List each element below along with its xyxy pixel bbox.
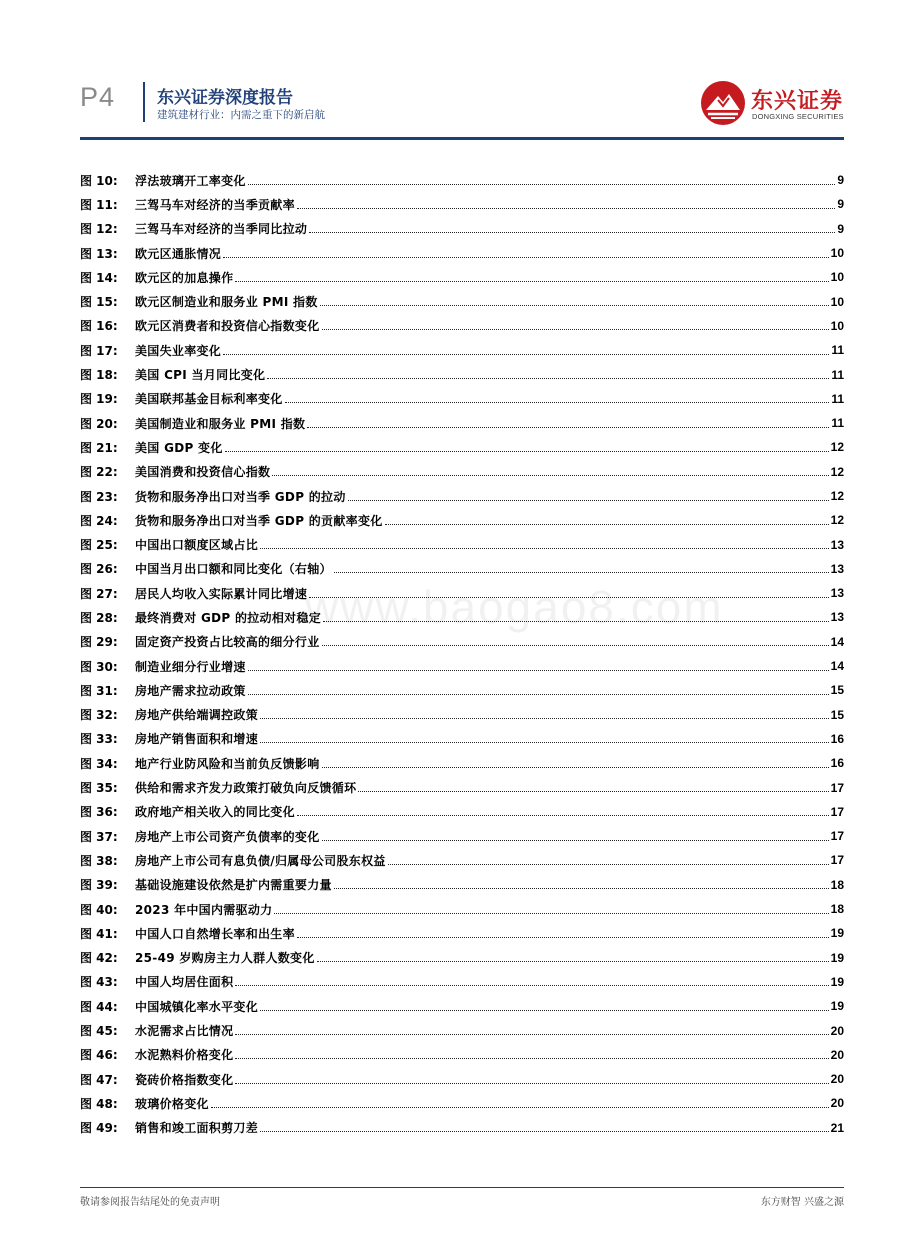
toc-dot-leader <box>225 451 829 452</box>
toc-figure-title[interactable]: 水泥熟料价格变化 <box>135 1048 234 1063</box>
toc-dot-leader <box>272 475 828 476</box>
toc-page-number[interactable]: 12 <box>830 440 844 455</box>
toc-page-number[interactable]: 15 <box>830 707 844 722</box>
toc-page-number[interactable]: 20 <box>830 1023 844 1038</box>
toc-entry[interactable] <box>80 581 844 605</box>
toc-figure-number: 图 18: <box>80 368 118 383</box>
toc-entry[interactable] <box>80 557 844 581</box>
toc-figure-title[interactable]: 25-49 岁购房主力人群人数变化 <box>135 951 315 966</box>
toc-figure-number: 图 36: <box>80 805 118 820</box>
toc-dot-leader <box>322 329 829 330</box>
toc-entry[interactable] <box>80 168 844 192</box>
toc-dot-leader <box>334 572 829 573</box>
toc-page-number[interactable]: 10 <box>830 246 844 261</box>
toc-figure-number: 图 24: <box>80 513 118 528</box>
toc-figure-title[interactable]: 货物和服务净出口对当季 GDP 的拉动 <box>135 489 346 504</box>
toc-dot-leader <box>235 1083 828 1084</box>
toc-figure-number: 图 22: <box>80 465 118 480</box>
toc-dot-leader <box>309 597 828 598</box>
toc-figure-number: 图 14: <box>80 270 118 285</box>
toc-entry[interactable] <box>80 314 844 338</box>
toc-entry[interactable] <box>80 873 844 897</box>
toc-figure-title[interactable]: 供给和需求齐发力政策打破负向反馈循环 <box>135 781 357 796</box>
toc-dot-leader <box>235 985 828 986</box>
toc-page-number[interactable]: 20 <box>830 1047 844 1062</box>
toc-entry[interactable] <box>80 751 844 775</box>
toc-figure-title[interactable]: 中国当月出口额和同比变化（右轴） <box>135 562 332 577</box>
toc-page-number[interactable]: 20 <box>830 1072 844 1087</box>
toc-dot-leader <box>385 524 829 525</box>
toc-entry[interactable] <box>80 970 844 994</box>
toc-page-number[interactable]: 17 <box>830 804 844 819</box>
toc-figure-number: 图 17: <box>80 343 118 358</box>
toc-dot-leader <box>388 864 829 865</box>
toc-figure-number: 图 48: <box>80 1096 118 1111</box>
toc-page-number[interactable]: 11 <box>831 367 844 382</box>
toc-figure-title[interactable]: 欧元区的加息操作 <box>135 270 234 285</box>
toc-entry[interactable] <box>80 727 844 751</box>
toc-figure-title[interactable]: 水泥需求占比情况 <box>135 1024 234 1039</box>
toc-dot-leader <box>235 1034 828 1035</box>
toc-figure-title[interactable]: 房地产上市公司资产负债率的变化 <box>135 829 320 844</box>
footer-rule <box>80 1187 844 1188</box>
toc-page-number[interactable]: 16 <box>830 731 844 746</box>
toc-figure-title[interactable]: 政府地产相关收入的同比变化 <box>135 805 295 820</box>
toc-figure-title[interactable]: 房地产供给端调控政策 <box>135 708 259 723</box>
toc-entry[interactable] <box>80 1018 844 1042</box>
toc-figure-title[interactable]: 固定资产投资占比较高的细分行业 <box>135 635 320 650</box>
header-divider <box>143 82 145 122</box>
toc-figure-title[interactable]: 居民人均收入实际累计同比增速 <box>135 586 308 601</box>
toc-dot-leader <box>309 232 835 233</box>
toc-figure-title[interactable]: 欧元区通胀情况 <box>135 246 222 261</box>
toc-entry[interactable] <box>80 192 844 216</box>
toc-dot-leader <box>348 500 829 501</box>
toc-figure-number: 图 20: <box>80 416 118 431</box>
toc-entry[interactable] <box>80 824 844 848</box>
toc-page-number[interactable]: 16 <box>830 756 844 771</box>
toc-entry[interactable] <box>80 289 844 313</box>
logo-text-cn: 东兴证券 <box>751 89 844 114</box>
toc-entry[interactable] <box>80 946 844 970</box>
toc-entry[interactable] <box>80 775 844 799</box>
toc-entry[interactable] <box>80 994 844 1018</box>
toc-figure-title[interactable]: 制造业细分行业增速 <box>135 659 246 674</box>
toc-entry[interactable] <box>80 362 844 386</box>
toc-figure-title[interactable]: 美国制造业和服务业 PMI 指数 <box>135 416 306 431</box>
toc-figure-title[interactable]: 最终消费对 GDP 的拉动相对稳定 <box>135 610 322 625</box>
toc-figure-number: 图 49: <box>80 1121 118 1136</box>
toc-entry[interactable] <box>80 435 844 459</box>
toc-page-number[interactable]: 14 <box>830 659 844 674</box>
toc-page-number[interactable]: 19 <box>830 974 844 989</box>
toc-entry[interactable] <box>80 241 844 265</box>
toc-page-number[interactable]: 18 <box>830 902 844 917</box>
toc-figure-title[interactable]: 中国城镇化率水平变化 <box>135 999 259 1014</box>
toc-page-number[interactable]: 12 <box>830 464 844 479</box>
toc-figure-number: 图 39: <box>80 878 118 893</box>
toc-dot-leader <box>297 937 829 938</box>
toc-figure-number: 图 34: <box>80 756 118 771</box>
toc-entry[interactable] <box>80 265 844 289</box>
report-title: 东兴证券深度报告 <box>157 88 293 108</box>
toc-dot-leader <box>235 1058 828 1059</box>
toc-figure-title[interactable]: 2023 年中国内需驱动力 <box>135 902 273 917</box>
page-header <box>0 0 920 140</box>
toc-page-number[interactable]: 13 <box>830 561 844 576</box>
toc-page-number[interactable]: 12 <box>830 489 844 503</box>
toc-entry[interactable] <box>80 921 844 945</box>
toc-figure-title[interactable]: 浮法玻璃开工率变化 <box>135 173 246 188</box>
toc-figure-number: 图 15: <box>80 295 118 310</box>
toc-figure-number: 图 44: <box>80 999 118 1014</box>
toc-dot-leader <box>248 694 829 695</box>
toc-dot-leader <box>322 840 829 841</box>
toc-entry[interactable] <box>80 484 844 508</box>
toc-dot-leader <box>260 1010 829 1011</box>
toc-entry[interactable] <box>80 387 844 411</box>
toc-dot-leader <box>260 742 829 743</box>
toc-page-number[interactable]: 15 <box>830 683 844 698</box>
toc-page-number[interactable]: 21 <box>830 1120 844 1135</box>
figure-list <box>80 168 844 1140</box>
toc-page-number[interactable]: 14 <box>830 634 844 649</box>
toc-dot-leader <box>322 645 829 646</box>
toc-figure-number: 图 46: <box>80 1048 118 1063</box>
toc-figure-number: 图 29: <box>80 635 118 650</box>
toc-dot-leader <box>307 427 829 428</box>
toc-page-number[interactable]: 12 <box>830 513 844 528</box>
toc-figure-title[interactable]: 基础设施建设依然是扩内需重要力量 <box>135 878 332 893</box>
toc-page-number[interactable]: 10 <box>830 318 844 333</box>
toc-figure-title[interactable]: 瓷砖价格指数变化 <box>135 1072 234 1087</box>
toc-dot-leader <box>267 378 829 379</box>
toc-figure-title[interactable]: 玻璃价格变化 <box>135 1096 209 1111</box>
company-logo <box>700 80 850 128</box>
toc-dot-leader <box>223 354 829 355</box>
toc-figure-number: 图 43: <box>80 975 118 990</box>
toc-dot-leader <box>274 913 828 914</box>
toc-page-number[interactable]: 19 <box>830 999 844 1014</box>
toc-entry[interactable] <box>80 605 844 629</box>
toc-figure-number: 图 47: <box>80 1072 118 1087</box>
toc-dot-leader <box>260 718 829 719</box>
footer-disclaimer: 敬请参阅报告结尾处的免责声明 <box>80 1197 220 1208</box>
toc-dot-leader <box>235 281 828 282</box>
toc-entry[interactable] <box>80 217 844 241</box>
toc-figure-number: 图 16: <box>80 319 118 334</box>
toc-figure-title[interactable]: 欧元区制造业和服务业 PMI 指数 <box>135 295 318 310</box>
toc-entry[interactable] <box>80 460 844 484</box>
toc-figure-title[interactable]: 销售和竣工面积剪刀差 <box>135 1121 259 1136</box>
toc-figure-number: 图 35: <box>80 781 118 796</box>
toc-entry[interactable] <box>80 630 844 654</box>
toc-page-number[interactable]: 13 <box>830 586 844 601</box>
toc-page-number[interactable]: 9 <box>837 221 844 236</box>
toc-entry[interactable] <box>80 654 844 678</box>
toc-entry[interactable] <box>80 338 844 362</box>
toc-figure-number: 图 23: <box>80 489 118 504</box>
toc-figure-number: 图 32: <box>80 708 118 723</box>
toc-page-number[interactable]: 11 <box>831 416 844 431</box>
toc-dot-leader <box>317 961 829 962</box>
toc-entry[interactable] <box>80 532 844 556</box>
toc-figure-title[interactable]: 中国人口自然增长率和出生率 <box>135 926 295 941</box>
toc-dot-leader <box>248 184 836 185</box>
toc-figure-number: 图 42: <box>80 951 118 966</box>
toc-figure-title[interactable]: 中国人均居住面积 <box>135 975 234 990</box>
header-rule <box>80 137 844 140</box>
toc-entry[interactable] <box>80 1091 844 1115</box>
toc-figure-number: 图 28: <box>80 610 118 625</box>
toc-page-number[interactable]: 13 <box>830 610 844 625</box>
toc-page-number[interactable]: 11 <box>831 391 844 406</box>
toc-dot-leader <box>260 548 829 549</box>
toc-dot-leader <box>285 402 830 403</box>
toc-entry[interactable] <box>80 508 844 532</box>
toc-figure-number: 图 11: <box>80 197 118 212</box>
toc-page-number[interactable]: 18 <box>830 877 844 892</box>
toc-figure-number: 图 13: <box>80 246 118 261</box>
toc-figure-number: 图 30: <box>80 659 118 674</box>
toc-figure-number: 图 33: <box>80 732 118 747</box>
toc-entry[interactable] <box>80 1116 844 1140</box>
toc-dot-leader <box>334 888 829 889</box>
toc-figure-number: 图 37: <box>80 829 118 844</box>
toc-figure-title[interactable]: 美国联邦基金目标利率变化 <box>135 392 283 407</box>
toc-figure-number: 图 38: <box>80 853 118 868</box>
toc-figure-number: 图 12: <box>80 222 118 237</box>
toc-figure-title[interactable]: 货物和服务净出口对当季 GDP 的贡献率变化 <box>135 513 383 528</box>
toc-dot-leader <box>358 791 828 792</box>
toc-dot-leader <box>297 208 835 209</box>
toc-page-number[interactable]: 17 <box>830 853 844 868</box>
toc-page-number[interactable]: 10 <box>830 270 844 285</box>
toc-figure-title[interactable]: 美国消费和投资信心指数 <box>135 465 271 480</box>
toc-figure-number: 图 19: <box>80 392 118 407</box>
toc-figure-number: 图 27: <box>80 586 118 601</box>
toc-page-number[interactable]: 11 <box>831 343 844 358</box>
toc-figure-title[interactable]: 美国失业率变化 <box>135 343 222 358</box>
toc-figure-title[interactable]: 美国 CPI 当月同比变化 <box>135 368 266 383</box>
toc-entry[interactable] <box>80 678 844 702</box>
toc-figure-title[interactable]: 房地产销售面积和增速 <box>135 732 259 747</box>
toc-dot-leader <box>211 1107 829 1108</box>
toc-dot-leader <box>297 815 829 816</box>
report-subtitle: 建筑建材行业：内需之重下的新启航 <box>157 109 325 121</box>
toc-figure-title[interactable]: 中国出口额度区域占比 <box>135 538 259 553</box>
toc-figure-number: 图 31: <box>80 683 118 698</box>
toc-figure-number: 图 45: <box>80 1024 118 1039</box>
toc-figure-title[interactable]: 房地产上市公司有息负债/归属母公司股东权益 <box>135 853 386 868</box>
toc-entry[interactable] <box>80 897 844 921</box>
toc-dot-leader <box>320 305 829 306</box>
toc-page-number[interactable]: 17 <box>830 780 844 795</box>
toc-dot-leader <box>223 257 829 258</box>
footer-slogan: 东方财智 兴盛之源 <box>760 1197 844 1208</box>
logo-text-en: DONGXING SECURITIES <box>752 112 844 121</box>
toc-figure-title[interactable]: 美国 GDP 变化 <box>135 440 223 455</box>
toc-page-number[interactable]: 19 <box>830 950 844 965</box>
toc-page-number[interactable]: 19 <box>830 926 844 941</box>
toc-figure-number: 图 41: <box>80 926 118 941</box>
toc-page-number[interactable]: 20 <box>830 1096 844 1111</box>
toc-page-number[interactable]: 9 <box>837 173 844 188</box>
watermark: www.baogao8.com <box>305 581 724 633</box>
toc-entry[interactable] <box>80 703 844 727</box>
toc-page-number[interactable]: 9 <box>837 197 844 212</box>
toc-page-number[interactable]: 13 <box>830 537 844 552</box>
toc-figure-title[interactable]: 房地产需求拉动政策 <box>135 683 246 698</box>
toc-entry[interactable] <box>80 411 844 435</box>
logo-mark-icon <box>700 80 746 126</box>
toc-dot-leader <box>248 670 829 671</box>
toc-entry[interactable] <box>80 848 844 872</box>
toc-entry[interactable] <box>80 1043 844 1067</box>
toc-figure-title[interactable]: 地产行业防风险和当前负反馈影响 <box>135 756 320 771</box>
toc-entry[interactable] <box>80 1067 844 1091</box>
toc-figure-number: 图 10: <box>80 173 118 188</box>
toc-dot-leader <box>322 767 829 768</box>
toc-figure-title[interactable]: 三驾马车对经济的当季贡献率 <box>135 197 295 212</box>
toc-entry[interactable] <box>80 800 844 824</box>
toc-figure-title[interactable]: 欧元区消费者和投资信心指数变化 <box>135 319 320 334</box>
toc-figure-number: 图 40: <box>80 902 118 917</box>
toc-page-number[interactable]: 17 <box>830 829 844 844</box>
toc-figure-number: 图 21: <box>80 440 118 455</box>
toc-figure-title[interactable]: 三驾马车对经济的当季同比拉动 <box>135 222 308 237</box>
page-number: P4 <box>80 82 116 112</box>
toc-figure-number: 图 26: <box>80 562 118 577</box>
toc-page-number[interactable]: 10 <box>830 294 844 309</box>
toc-dot-leader <box>323 621 829 622</box>
toc-dot-leader <box>260 1131 829 1132</box>
toc-figure-number: 图 25: <box>80 538 118 553</box>
